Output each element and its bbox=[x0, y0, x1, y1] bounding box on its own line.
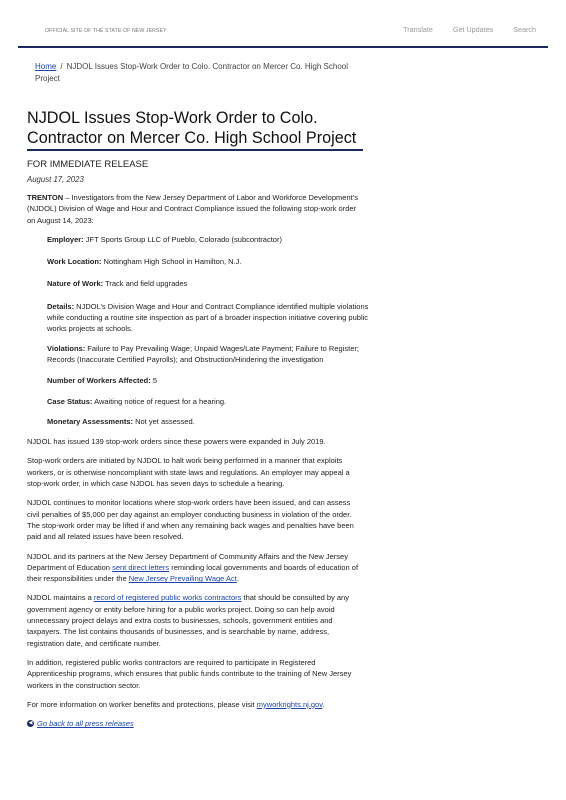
detail-label: Monetary Assessments: bbox=[47, 416, 134, 426]
detail-label: Employer: bbox=[47, 234, 84, 244]
detail-details bbox=[47, 301, 383, 335]
detail-value: Not yet assessed. bbox=[133, 416, 195, 426]
detail-label: Details: bbox=[47, 301, 75, 311]
breadcrumb-home-link[interactable]: Home bbox=[35, 62, 57, 71]
release-date: August 17, 2023 bbox=[27, 175, 84, 184]
paragraph-stop-work-explained: Stop-work orders are initiated by NJDOL to halt work being performed in a manner that exploits workers, or is otherwise noncompliant with state laws and regulations. An employer may appeal a stop-work order, in which case NJDOL has seven days to schedule a hearing. bbox=[27, 456, 350, 489]
paragraph-stop-work-count: NJDOL has issued 139 stop-work orders since these powers were expanded in July 2019. bbox=[27, 437, 326, 447]
detail-value: NJDOL’s Division Wage and Hour and Contract Compliance identified multiple violations while conducting a routine site inspection as part of a broader inspection initiative covering public works projects at schools. bbox=[47, 301, 369, 334]
release-label: FOR IMMEDIATE RELEASE bbox=[27, 159, 149, 170]
detail-nature-of-work bbox=[47, 278, 383, 289]
detail-value: Track and field upgrades bbox=[103, 279, 188, 289]
paragraph-partners bbox=[27, 551, 363, 585]
detail-violations bbox=[47, 343, 383, 366]
text-span: For more information on worker benefits and protections, please visit bbox=[27, 699, 257, 709]
detail-workers-affected bbox=[47, 375, 383, 386]
prevailing-wage-act-link[interactable]: New Jersey Prevailing Wage Act bbox=[128, 574, 237, 584]
paragraph-monitoring: NJDOL continues to monitor locations where stop-work orders have been issued, and can assess civil penalties of $5,000 per day against an employer conducting business in violation of the order. The stop-work order may be lifted if and when any remaining back wages and penalties have been paid and all related issues have been resolved. bbox=[27, 498, 354, 542]
lead-paragraph bbox=[27, 192, 363, 226]
header-nav bbox=[385, 25, 536, 34]
search-link[interactable]: Search bbox=[513, 25, 536, 34]
text-span: . bbox=[322, 699, 325, 709]
detail-value: JFT Sports Group LLC of Pueblo, Colorado (subcontractor) bbox=[83, 234, 282, 244]
site-header bbox=[18, 0, 548, 48]
detail-employer bbox=[47, 234, 383, 245]
detail-value: Awaiting notice of request for a hearing. bbox=[92, 396, 227, 406]
lead-text: – Investigators from the New Jersey Department of Labor and Workforce Development’s (NJDOL) Division of Wage and Hour and Contract Compliance issued the following stop-work order on August 14, 2023: bbox=[27, 193, 358, 225]
myworkrights-link[interactable]: myworkrights.nj.gov bbox=[256, 699, 323, 709]
dateline: TRENTON bbox=[27, 193, 64, 202]
detail-label: Violations: bbox=[47, 343, 86, 353]
detail-value: Failure to Pay Prevailing Wage; Unpaid Wages/Late Payment; Failure to Register; Records (Inaccurate Certified Payrolls); and Obstruction/Hindering the investigation bbox=[47, 343, 359, 364]
official-site-label: OFFICIAL SITE OF THE STATE OF NEW JERSEY bbox=[45, 28, 167, 34]
breadcrumb-current: NJDOL Issues Stop-Work Order to Colo. Contractor on Mercer Co. High School Project bbox=[35, 62, 349, 83]
text-span: reminding local governments and boards of education of their responsibilities under the bbox=[27, 562, 359, 584]
text-span: that should be consulted by any government agency or entity before hiring for a public works project. Doing so can help avoid unnecessary project delays and extra costs to businesses, schools, government entities and taxpayers. The list contains thousands of businesses, and is searchable by name, address, registration date, and certificate number. bbox=[27, 593, 349, 648]
page-title: NJDOL Issues Stop-Work Order to Colo. Contractor on Mercer Co. High School Project bbox=[27, 109, 363, 151]
breadcrumb-separator: / bbox=[60, 62, 63, 71]
back-link-text[interactable]: Go back to all press releases bbox=[37, 719, 134, 729]
paragraph-registry bbox=[27, 592, 363, 648]
detail-case-status bbox=[47, 396, 383, 407]
detail-label: Nature of Work: bbox=[47, 279, 104, 289]
contractor-registry-link[interactable]: record of registered public works contractors bbox=[93, 593, 242, 603]
detail-work-location bbox=[47, 256, 383, 267]
text-span: . bbox=[236, 574, 239, 584]
back-to-press-releases[interactable] bbox=[27, 719, 363, 728]
detail-label: Number of Workers Affected: bbox=[47, 376, 151, 386]
detail-label: Work Location: bbox=[47, 257, 102, 267]
detail-value: 5 bbox=[150, 376, 158, 386]
text-span: NJDOL and its partners at the New Jersey Department of Community Affairs and the New Jersey Department of Education bbox=[27, 551, 348, 572]
detail-value: Nottingham High School in Hamilton, N.J. bbox=[101, 257, 242, 267]
sent-direct-letters-link[interactable]: sent direct letters bbox=[112, 562, 170, 572]
text-span: NJDOL maintains a bbox=[27, 593, 94, 603]
detail-monetary-assessments bbox=[47, 416, 383, 427]
main-content bbox=[27, 61, 369, 729]
translate-link[interactable]: Translate bbox=[403, 25, 433, 34]
detail-label: Case Status: bbox=[47, 396, 93, 406]
breadcrumb bbox=[35, 61, 363, 85]
paragraph-apprenticeship: In addition, registered public works contractors are required to participate in Registered Apprenticeship programs, which ensures that public funds contribute to the training of New Jersey workers in the construction sector. bbox=[27, 657, 352, 690]
get-updates-link[interactable]: Get Updates bbox=[452, 25, 494, 34]
paragraph-more-info bbox=[27, 699, 363, 710]
arrow-left-icon: ◀ bbox=[28, 720, 33, 727]
